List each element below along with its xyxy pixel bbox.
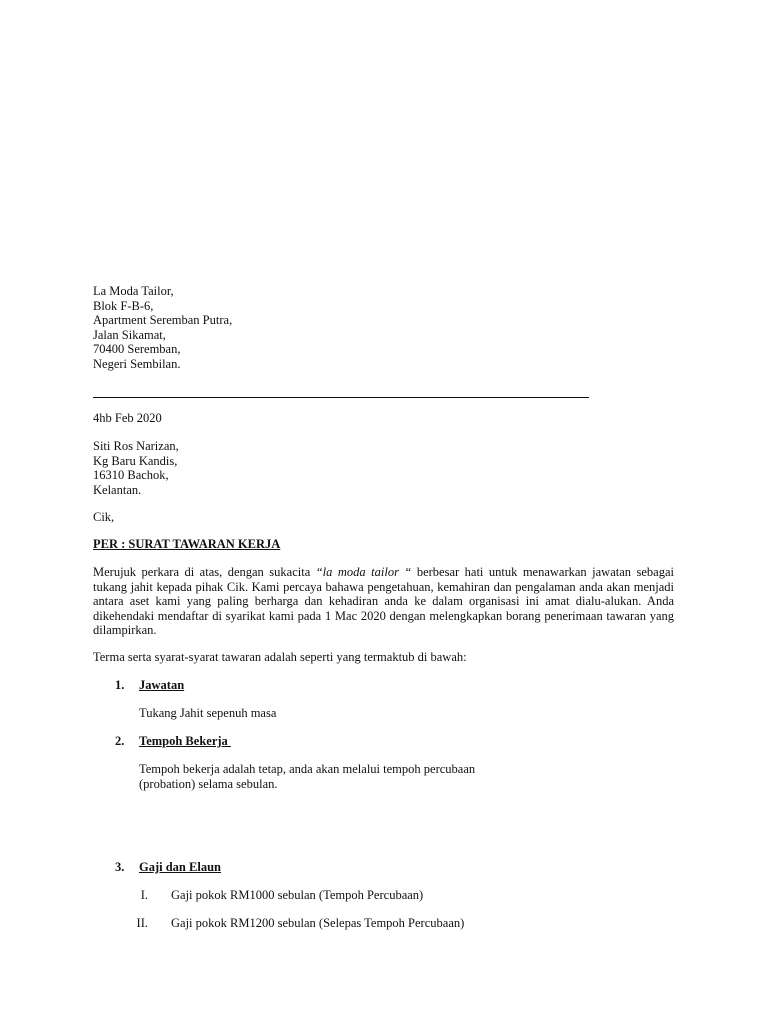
item-number: 3.	[115, 860, 125, 874]
recipient-name: Siti Ros Narizan,	[93, 439, 179, 453]
recipient-address-line: Kelantan.	[93, 482, 142, 497]
item-text	[139, 762, 475, 791]
intro-text-end: berbesar hati untuk menawarkan jawatan sebagai tukang jahit kepada pihak Cik. Kami percaya bahawa pengetahuan, kemahiran dan pengalaman anda akan menjadi antara aset kami yang paling berharga dan kehadiran anda ke dalam organisasi ini amat dialu-alukan. Anda dikehendaki mendaftar di syarikat kami pada 1 Mac 2020 dengan melengkapkan borang penerimaan tawaran yang dilampirkan.	[93, 565, 674, 637]
recipient-address	[93, 439, 179, 497]
company-name: “la moda tailor “	[315, 565, 412, 579]
sender-address	[93, 284, 232, 371]
intro-text-start: Merujuk perkara di atas, dengan sukacita	[93, 565, 316, 579]
recipient-address-line: Kg Baru Kandis,	[93, 453, 178, 468]
item-number: 2.	[115, 734, 125, 748]
terms-intro: Terma serta syarat-syarat tawaran adalah seperti yang termaktub di bawah:	[93, 650, 467, 664]
sender-address-line: Blok F-B-6,	[93, 298, 154, 313]
sender-address-line: Negeri Sembilan.	[93, 356, 181, 371]
letter-date: 4hb Feb 2020	[93, 411, 162, 425]
item-text-line: (probation) selama sebulan.	[139, 776, 278, 791]
subitem-numeral: I.	[140, 888, 148, 902]
sender-address-line: Jalan Sikamat,	[93, 327, 166, 342]
subitem-text: Gaji pokok RM1200 sebulan (Selepas Tempoh Percubaan)	[171, 916, 465, 930]
subitem-text: Gaji pokok RM1000 sebulan (Tempoh Percubaan)	[171, 888, 424, 902]
divider-line	[93, 397, 589, 398]
subitem-numeral: II.	[136, 916, 148, 930]
item-text-line: Tempoh bekerja adalah tetap, anda akan melalui tempoh percubaan	[139, 762, 476, 776]
item-text: Tukang Jahit sepenuh masa	[139, 706, 277, 720]
sender-address-line: Apartment Seremban Putra,	[93, 313, 233, 327]
subject-heading: PER : SURAT TAWARAN KERJA	[93, 537, 281, 551]
item-number: 1.	[115, 678, 125, 692]
intro-paragraph	[93, 565, 674, 638]
recipient-address-line: 16310 Bachok,	[93, 468, 169, 482]
sender-name: La Moda Tailor,	[93, 284, 174, 298]
sender-address-line: 70400 Seremban,	[93, 342, 181, 356]
salutation: Cik,	[93, 510, 115, 524]
item-heading-jawatan: Jawatan	[139, 678, 185, 692]
item-heading-gaji-dan-elaun: Gaji dan Elaun	[139, 860, 221, 874]
item-heading-tempoh-bekerja: Tempoh Bekerja	[139, 734, 231, 748]
